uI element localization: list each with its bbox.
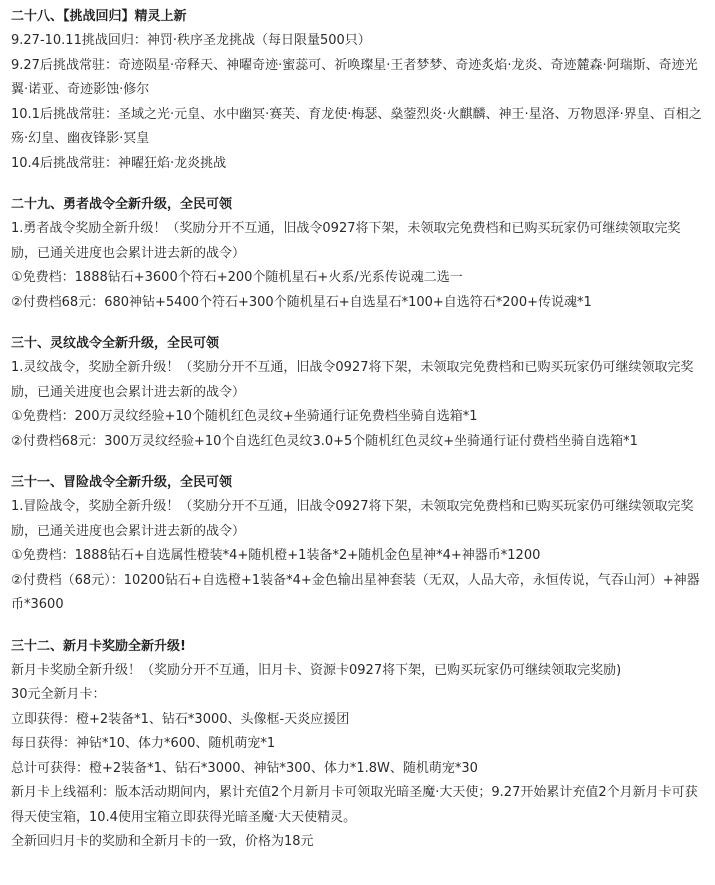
section-32-monthly-card [11,635,705,855]
text-line: 10.4后挑战常驻：神曜狂焰·龙炎挑战 [11,155,227,171]
text-line: 立即获得：橙+2装备*1、钻石*3000、头像框-天炎应援团 [11,711,350,727]
section-29-hero-battle-pass [11,193,705,315]
text-line: 1.冒险战令，奖励全新升级！（奖励分开不互通，旧战令0927将下架，未领取完免费档和已购买玩家仍可继续领取完奖励，已通关进度也会累计进去新的战令） [11,499,694,539]
text-line: 总计可获得：橙+2装备*1、钻石*3000、神钻*300、体力*1.8W、随机萌宠*30 [11,760,478,776]
text-line: 新月卡奖励全新升级！（奖励分开不互通，旧月卡、资源卡0927将下架，已购买玩家仍可继续领取完奖励) [11,662,622,678]
text-line: 新月卡上线福利：版本活动期间内，累计充值2个月新月卡可领取光暗圣魔·大天使；9.27开始累计充值2个月新月卡可获得天使宝箱，10.4使用宝箱立即获得光暗圣魔·大天使精灵。 [11,785,698,825]
text-line: 30元全新月卡： [11,687,106,702]
section-heading: 三十、灵纹战令全新升级，全民可领 [11,336,220,351]
text-line: 10.1后挑战常驻：圣域之光·元皇、水中幽冥·赛芙、育龙使·梅瑟、燊蓥烈炎·火麒麟、神王·星洛、万物恩泽·界皇、百相之殇·幻皇、幽夜锋影·冥皇 [11,106,702,146]
section-heading: 二十八、【挑战回归】精灵上新 [11,9,187,24]
section-28-challenge-return [11,5,705,176]
text-line: 9.27后挑战常驻：奇迹陨星·帝释天、神曜奇迹·蜜蕊可、祈唤璨星·王者梦梦、奇迹炙焰·龙炎、奇迹麓森·阿瑞斯、奇迹光翼·诺亚、奇迹影蚀·修尔 [11,57,698,97]
section-heading: 三十一、冒险战令全新升级，全民可领 [11,475,233,490]
text-line: 1.灵纹战令，奖励全新升级！（奖励分开不互通，旧战令0927将下架，未领取完免费档和已购买玩家仍可继续领取完奖励，已通关进度也会累计进去新的战令） [11,360,694,400]
text-line: ②付费档68元：680神钻+5400个符石+300个随机星石+自选星石*100+自选符石*200+传说魂*1 [11,294,592,310]
text-line: ①免费档：1888钻石+自选属性橙装*4+随机橙+1装备*2+随机金色星神*4+神器币*1200 [11,548,541,563]
text-line: ②付费档68元：300万灵纹经验+10个自选红色灵纹3.0+5个随机红色灵纹+坐骑通行证付费档坐骑自选箱*1 [11,433,638,449]
section-30-rune-battle-pass [11,332,705,454]
text-line: ①免费档：1888钻石+3600个符石+200个随机星石+火系/光系传说魂二选一 [11,270,463,285]
text-line: 每日获得：神钻*10、体力*600、随机萌宠*1 [11,736,276,751]
text-line: 全新回归月卡的奖励和全新月卡的一致，价格为18元 [11,834,314,849]
text-line: ①免费档：200万灵纹经验+10个随机红色灵纹+坐骑通行证免费档坐骑自选箱*1 [11,409,478,424]
section-heading: 二十九、勇者战令全新升级，全民可领 [11,197,233,212]
section-heading: 三十二、新月卡奖励全新升级! [11,638,186,654]
text-line: ②付费档（68元）：10200钻石+自选橙+1装备*4+金色输出星神套装（无双，人品大帝，永恒传说，气吞山河）+神器币*3600 [11,572,700,612]
section-31-adventure-battle-pass [11,471,705,618]
text-line: 1.勇者战令奖励全新升级！（奖励分开不互通，旧战令0927将下架，未领取完免费档和已购买玩家仍可继续领取完奖励，已通关进度也会累计进去新的战令） [11,221,681,261]
text-line: 9.27-10.11挑战回归：神罚·秩序圣龙挑战（每日限量500只） [11,33,371,48]
